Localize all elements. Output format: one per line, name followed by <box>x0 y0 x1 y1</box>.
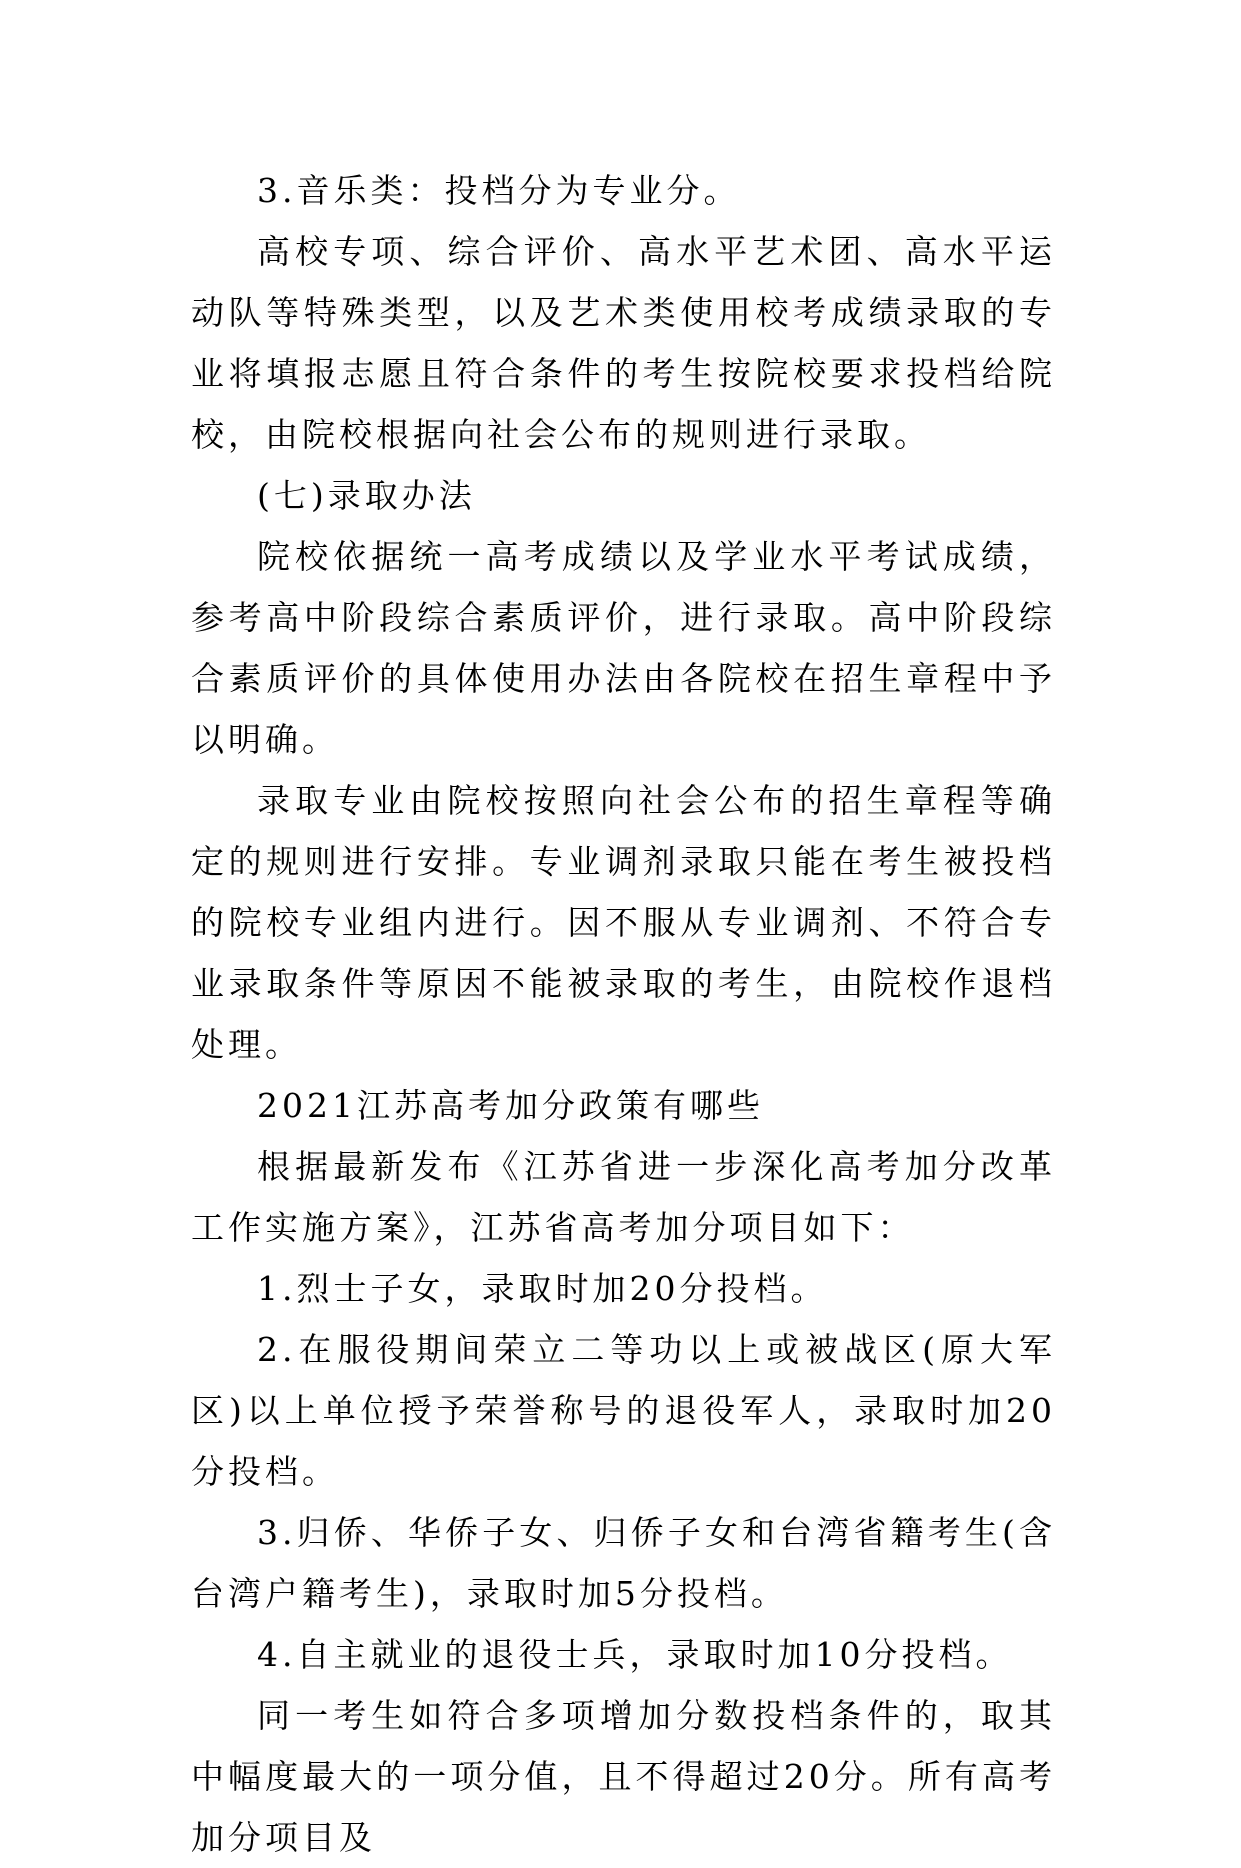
paragraph-bonus-intro: 根据最新发布《江苏省进一步深化高考加分改革工作实施方案》，江苏省高考加分项目如下： <box>191 1147 1056 1247</box>
list-item-bonus-3: 3.归侨、华侨子女、归侨子女和台湾省籍考生(含台湾户籍考生)，录取时加5分投档。 <box>191 1513 1056 1613</box>
paragraph-admission-basis: 院校依据统一高考成绩以及学业水平考试成绩，参考高中阶段综合素质评价，进行录取。高中阶段综合素质评价的具体使用办法由各院校在招生章程中予以明确。 <box>191 537 1056 759</box>
list-item-bonus-1: 1.烈士子女，录取时加20分投档。 <box>257 1269 828 1308</box>
paragraph-major-assignment: 录取专业由院校按照向社会公布的招生章程等确定的规则进行安排。专业调剂录取只能在考生被投档的院校专业组内进行。因不服从专业调剂、不符合专业录取条件等原因不能被录取的考生，由院校作退档处理。 <box>191 781 1056 1064</box>
list-item-bonus-2: 2.在服役期间荣立二等功以上或被战区(原大军区)以上单位授予荣誉称号的退役军人，录取时加20分投档。 <box>191 1330 1056 1491</box>
section-heading-bonus-policy: 2021江苏高考加分政策有哪些 <box>257 1086 764 1125</box>
paragraph-special-types: 高校专项、综合评价、高水平艺术团、高水平运动队等特殊类型，以及艺术类使用校考成绩录取的专业将填报志愿且符合条件的考生按院校要求投档给院校，由院校根据向社会公布的规则进行录取。 <box>191 232 1056 454</box>
document-body <box>191 160 1056 1868</box>
paragraph-music-category: 3.音乐类：投档分为专业分。 <box>257 171 741 210</box>
section-heading-admission-method: (七)录取办法 <box>257 476 476 515</box>
paragraph-bonus-limit: 同一考生如符合多项增加分数投档条件的，取其中幅度最大的一项分值，且不得超过20分。所有高考加分项目及 <box>191 1696 1056 1857</box>
list-item-bonus-4: 4.自主就业的退役士兵，录取时加10分投档。 <box>257 1635 1013 1674</box>
